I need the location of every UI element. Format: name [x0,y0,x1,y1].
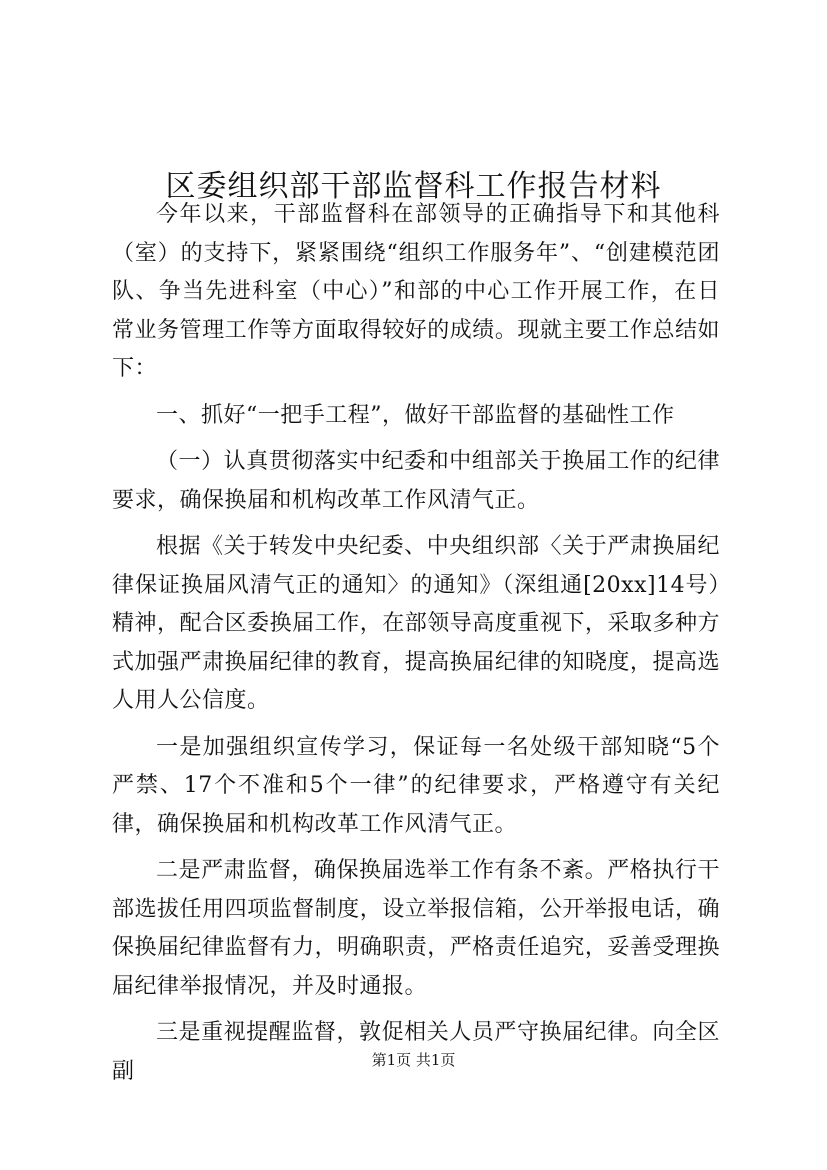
paragraph-basis: 根据《关于转发中央纪委、中央组织部〈关于严肃换届纪律保证换届风清气正的通知〉的通知》（深组通[20xx]14号）精神，配合区委换届工作，在部领导高度重视下，采取多种方式加强严肃换届纪律的教育，提高换届纪律的知晓度，提高选人用人公信度。 [112,534,720,713]
paragraph-point-3: 三是重视提醒监督，敦促相关人员严守换届纪律。向全区副 [112,1020,720,1084]
paragraph-intro: 今年以来，干部监督科在部领导的正确指导下和其他科（室）的支持下，紧紧围绕“组织工作服务年”、“创建模范团队、争当先进科室（中心）”和部的中心工作开展工作，在日常业务管理工作等方面取得较好的成绩。现就主要工作总结如下： [112,202,720,381]
subsection-heading-1: （一）认真贯彻落实中纪委和中组部关于换届工作的纪律要求，确保换届和机构改革工作风清气正。 [112,449,720,513]
document-title: 区委组织部干部监督科工作报告材料 [165,169,662,205]
document-body [112,196,720,1099]
paragraph-point-2: 二是严肃监督，确保换届选举工作有条不紊。严格执行干部选拔任用四项监督制度，设立举报信箱，公开举报电话，确保换届纪律监督有力，明确职责，严格责任追究，妥善受理换届纪律举报情况，并及时通报。 [112,858,720,999]
page-number-footer: 第1页 共1页 [371,1051,456,1069]
section-heading-1: 一、抓好“一把手工程”，做好干部监督的基础性工作 [156,402,675,428]
paragraph-point-1: 一是加强组织宣传学习，保证每一名处级干部知晓“5个严禁、17个不准和5个一律”的纪律要求，严格遵守有关纪律，确保换届和机构改革工作风清气正。 [112,734,720,837]
